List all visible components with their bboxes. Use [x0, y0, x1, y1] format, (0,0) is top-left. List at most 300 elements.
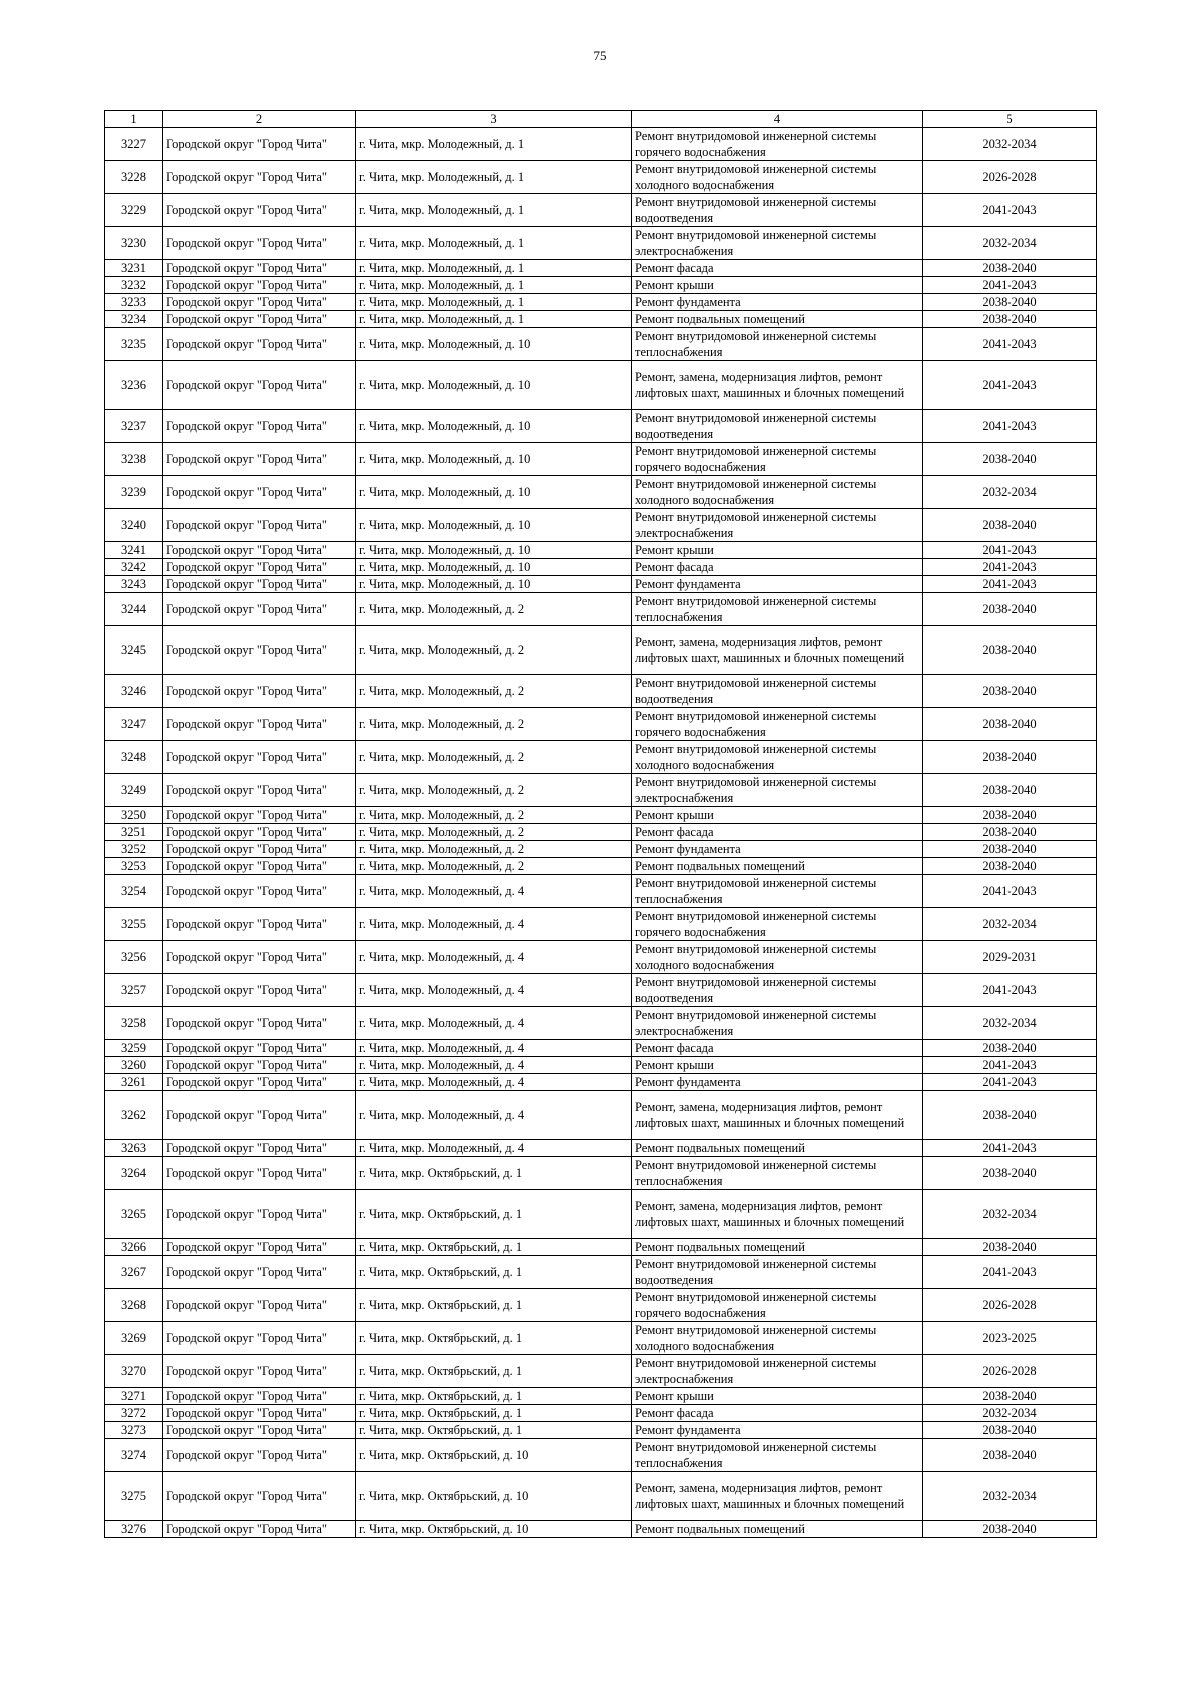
cell-period: 2038-2040 [923, 1239, 1097, 1256]
cell-row-number: 3228 [105, 161, 163, 194]
cell-address: г. Чита, мкр. Молодежный, д. 10 [356, 361, 632, 410]
cell-period: 2032-2034 [923, 908, 1097, 941]
cell-address: г. Чита, мкр. Молодежный, д. 10 [356, 410, 632, 443]
cell-work-type: Ремонт внутридомовой инженерной системы горячего водоснабжения [632, 1289, 923, 1322]
cell-address: г. Чита, мкр. Молодежный, д. 10 [356, 476, 632, 509]
cell-municipality: Городской округ "Город Чита" [163, 675, 356, 708]
cell-municipality: Городской округ "Город Чита" [163, 1040, 356, 1057]
cell-work-type: Ремонт подвальных помещений [632, 1239, 923, 1256]
cell-municipality: Городской округ "Город Чита" [163, 227, 356, 260]
cell-municipality: Городской округ "Город Чита" [163, 1190, 356, 1239]
cell-address: г. Чита, мкр. Молодежный, д. 2 [356, 741, 632, 774]
table-row [105, 576, 1097, 593]
table-row [105, 227, 1097, 260]
cell-row-number: 3274 [105, 1439, 163, 1472]
cell-work-type: Ремонт внутридомовой инженерной системы теплоснабжения [632, 1157, 923, 1190]
cell-period: 2038-2040 [923, 593, 1097, 626]
cell-municipality: Городской округ "Город Чита" [163, 974, 356, 1007]
cell-municipality: Городской округ "Город Чита" [163, 1439, 356, 1472]
cell-period: 2038-2040 [923, 311, 1097, 328]
table-row [105, 1472, 1097, 1521]
table-row [105, 774, 1097, 807]
cell-row-number: 3236 [105, 361, 163, 410]
cell-period: 2038-2040 [923, 1040, 1097, 1057]
table-row [105, 443, 1097, 476]
cell-work-type: Ремонт внутридомовой инженерной системы теплоснабжения [632, 1439, 923, 1472]
cell-address: г. Чита, мкр. Молодежный, д. 10 [356, 328, 632, 361]
cell-address: г. Чита, мкр. Молодежный, д. 1 [356, 161, 632, 194]
cell-address: г. Чита, мкр. Октябрьский, д. 1 [356, 1322, 632, 1355]
cell-row-number: 3251 [105, 824, 163, 841]
cell-address: г. Чита, мкр. Молодежный, д. 2 [356, 824, 632, 841]
cell-row-number: 3256 [105, 941, 163, 974]
cell-municipality: Городской округ "Город Чита" [163, 1472, 356, 1521]
cell-municipality: Городской округ "Город Чита" [163, 277, 356, 294]
table-body [105, 128, 1097, 1538]
cell-row-number: 3245 [105, 626, 163, 675]
cell-work-type: Ремонт фасада [632, 1405, 923, 1422]
cell-address: г. Чита, мкр. Молодежный, д. 4 [356, 1091, 632, 1140]
cell-period: 2038-2040 [923, 807, 1097, 824]
cell-work-type: Ремонт внутридомовой инженерной системы электроснабжения [632, 227, 923, 260]
column-header-1: 1 [105, 111, 163, 128]
cell-period: 2041-2043 [923, 194, 1097, 227]
cell-row-number: 3262 [105, 1091, 163, 1140]
cell-address: г. Чита, мкр. Октябрьский, д. 10 [356, 1439, 632, 1472]
cell-row-number: 3233 [105, 294, 163, 311]
repair-schedule-table [104, 110, 1097, 1538]
cell-work-type: Ремонт внутридомовой инженерной системы водоотведения [632, 675, 923, 708]
cell-period: 2041-2043 [923, 361, 1097, 410]
cell-work-type: Ремонт фундамента [632, 1422, 923, 1439]
cell-municipality: Городской округ "Город Чита" [163, 1289, 356, 1322]
cell-period: 2038-2040 [923, 858, 1097, 875]
cell-work-type: Ремонт, замена, модернизация лифтов, ремонт лифтовых шахт, машинных и блочных помещений [632, 1190, 923, 1239]
cell-address: г. Чита, мкр. Молодежный, д. 4 [356, 974, 632, 1007]
cell-work-type: Ремонт внутридомовой инженерной системы горячего водоснабжения [632, 708, 923, 741]
cell-address: г. Чита, мкр. Октябрьский, д. 1 [356, 1239, 632, 1256]
cell-work-type: Ремонт внутридомовой инженерной системы электроснабжения [632, 509, 923, 542]
cell-period: 2041-2043 [923, 974, 1097, 1007]
cell-work-type: Ремонт внутридомовой инженерной системы теплоснабжения [632, 593, 923, 626]
cell-period: 2032-2034 [923, 1405, 1097, 1422]
table-row [105, 1190, 1097, 1239]
cell-municipality: Городской округ "Город Чита" [163, 294, 356, 311]
cell-row-number: 3230 [105, 227, 163, 260]
cell-municipality: Городской округ "Город Чита" [163, 128, 356, 161]
cell-municipality: Городской округ "Город Чита" [163, 559, 356, 576]
cell-row-number: 3237 [105, 410, 163, 443]
cell-work-type: Ремонт фундамента [632, 576, 923, 593]
column-header-5: 5 [923, 111, 1097, 128]
cell-address: г. Чита, мкр. Молодежный, д. 4 [356, 1140, 632, 1157]
cell-municipality: Городской округ "Город Чита" [163, 1322, 356, 1355]
table-row [105, 1074, 1097, 1091]
cell-row-number: 3240 [105, 509, 163, 542]
cell-address: г. Чита, мкр. Молодежный, д. 1 [356, 260, 632, 277]
cell-row-number: 3242 [105, 559, 163, 576]
cell-period: 2032-2034 [923, 1007, 1097, 1040]
table-row [105, 128, 1097, 161]
cell-period: 2032-2034 [923, 227, 1097, 260]
table-row [105, 277, 1097, 294]
table-row [105, 1322, 1097, 1355]
cell-period: 2038-2040 [923, 443, 1097, 476]
table-row [105, 328, 1097, 361]
cell-row-number: 3255 [105, 908, 163, 941]
cell-municipality: Городской округ "Город Чита" [163, 328, 356, 361]
cell-address: г. Чита, мкр. Октябрьский, д. 1 [356, 1405, 632, 1422]
cell-row-number: 3267 [105, 1256, 163, 1289]
cell-row-number: 3263 [105, 1140, 163, 1157]
cell-address: г. Чита, мкр. Молодежный, д. 10 [356, 509, 632, 542]
table-header [105, 111, 1097, 128]
table-row [105, 509, 1097, 542]
cell-work-type: Ремонт, замена, модернизация лифтов, ремонт лифтовых шахт, машинных и блочных помещений [632, 626, 923, 675]
cell-municipality: Городской округ "Город Чита" [163, 908, 356, 941]
cell-work-type: Ремонт фундамента [632, 294, 923, 311]
cell-period: 2029-2031 [923, 941, 1097, 974]
cell-address: г. Чита, мкр. Молодежный, д. 2 [356, 807, 632, 824]
cell-row-number: 3235 [105, 328, 163, 361]
cell-period: 2038-2040 [923, 626, 1097, 675]
table-row [105, 260, 1097, 277]
table-row [105, 194, 1097, 227]
cell-period: 2041-2043 [923, 1057, 1097, 1074]
cell-municipality: Городской округ "Город Чита" [163, 161, 356, 194]
table-row [105, 1422, 1097, 1439]
cell-address: г. Чита, мкр. Молодежный, д. 1 [356, 311, 632, 328]
cell-work-type: Ремонт внутридомовой инженерной системы холодного водоснабжения [632, 941, 923, 974]
cell-row-number: 3231 [105, 260, 163, 277]
cell-work-type: Ремонт фасада [632, 824, 923, 841]
cell-period: 2038-2040 [923, 824, 1097, 841]
cell-municipality: Городской округ "Город Чита" [163, 1007, 356, 1040]
cell-row-number: 3275 [105, 1472, 163, 1521]
cell-municipality: Городской округ "Город Чита" [163, 1157, 356, 1190]
cell-period: 2041-2043 [923, 410, 1097, 443]
table-row [105, 476, 1097, 509]
cell-period: 2023-2025 [923, 1322, 1097, 1355]
table-row [105, 1521, 1097, 1538]
cell-row-number: 3254 [105, 875, 163, 908]
table-row [105, 1256, 1097, 1289]
cell-address: г. Чита, мкр. Молодежный, д. 4 [356, 875, 632, 908]
table-row [105, 1140, 1097, 1157]
cell-work-type: Ремонт крыши [632, 1057, 923, 1074]
cell-address: г. Чита, мкр. Молодежный, д. 2 [356, 675, 632, 708]
cell-work-type: Ремонт подвальных помещений [632, 1521, 923, 1538]
cell-row-number: 3239 [105, 476, 163, 509]
table-row [105, 708, 1097, 741]
cell-municipality: Городской округ "Город Чита" [163, 941, 356, 974]
cell-period: 2041-2043 [923, 1140, 1097, 1157]
table-row [105, 1157, 1097, 1190]
cell-row-number: 3272 [105, 1405, 163, 1422]
cell-period: 2041-2043 [923, 1074, 1097, 1091]
cell-row-number: 3249 [105, 774, 163, 807]
table-row [105, 941, 1097, 974]
cell-municipality: Городской округ "Город Чита" [163, 476, 356, 509]
cell-period: 2041-2043 [923, 559, 1097, 576]
cell-period: 2038-2040 [923, 841, 1097, 858]
cell-municipality: Городской округ "Город Чита" [163, 1256, 356, 1289]
cell-period: 2032-2034 [923, 128, 1097, 161]
cell-row-number: 3257 [105, 974, 163, 1007]
cell-address: г. Чита, мкр. Молодежный, д. 4 [356, 908, 632, 941]
table-row [105, 824, 1097, 841]
table-row [105, 741, 1097, 774]
cell-period: 2038-2040 [923, 675, 1097, 708]
table-row [105, 807, 1097, 824]
cell-work-type: Ремонт внутридомовой инженерной системы теплоснабжения [632, 875, 923, 908]
cell-row-number: 3252 [105, 841, 163, 858]
cell-address: г. Чита, мкр. Молодежный, д. 4 [356, 1007, 632, 1040]
cell-municipality: Городской округ "Город Чита" [163, 1521, 356, 1538]
cell-period: 2038-2040 [923, 1388, 1097, 1405]
cell-row-number: 3234 [105, 311, 163, 328]
cell-municipality: Городской округ "Город Чита" [163, 1355, 356, 1388]
cell-municipality: Городской округ "Город Чита" [163, 841, 356, 858]
cell-period: 2041-2043 [923, 542, 1097, 559]
column-header-2: 2 [163, 111, 356, 128]
cell-address: г. Чита, мкр. Октябрьский, д. 10 [356, 1472, 632, 1521]
cell-municipality: Городской округ "Город Чита" [163, 824, 356, 841]
table-row [105, 908, 1097, 941]
cell-work-type: Ремонт, замена, модернизация лифтов, ремонт лифтовых шахт, машинных и блочных помещений [632, 361, 923, 410]
table-row [105, 1355, 1097, 1388]
cell-address: г. Чита, мкр. Молодежный, д. 4 [356, 1040, 632, 1057]
cell-address: г. Чита, мкр. Молодежный, д. 4 [356, 941, 632, 974]
table-row [105, 1040, 1097, 1057]
table-row [105, 1091, 1097, 1140]
cell-address: г. Чита, мкр. Молодежный, д. 10 [356, 576, 632, 593]
cell-row-number: 3241 [105, 542, 163, 559]
cell-municipality: Городской округ "Город Чита" [163, 410, 356, 443]
cell-period: 2038-2040 [923, 260, 1097, 277]
cell-work-type: Ремонт подвальных помещений [632, 858, 923, 875]
table-row [105, 1439, 1097, 1472]
cell-row-number: 3271 [105, 1388, 163, 1405]
cell-work-type: Ремонт внутридомовой инженерной системы водоотведения [632, 1256, 923, 1289]
cell-row-number: 3246 [105, 675, 163, 708]
cell-period: 2038-2040 [923, 1091, 1097, 1140]
cell-row-number: 3238 [105, 443, 163, 476]
cell-address: г. Чита, мкр. Молодежный, д. 1 [356, 227, 632, 260]
cell-work-type: Ремонт внутридомовой инженерной системы горячего водоснабжения [632, 443, 923, 476]
cell-work-type: Ремонт внутридомовой инженерной системы холодного водоснабжения [632, 741, 923, 774]
table-row [105, 875, 1097, 908]
cell-address: г. Чита, мкр. Молодежный, д. 10 [356, 443, 632, 476]
cell-work-type: Ремонт внутридомовой инженерной системы электроснабжения [632, 1007, 923, 1040]
table-row [105, 559, 1097, 576]
cell-period: 2032-2034 [923, 476, 1097, 509]
table-row [105, 675, 1097, 708]
cell-period: 2038-2040 [923, 1439, 1097, 1472]
cell-address: г. Чита, мкр. Молодежный, д. 4 [356, 1074, 632, 1091]
cell-period: 2038-2040 [923, 774, 1097, 807]
cell-period: 2038-2040 [923, 1157, 1097, 1190]
cell-address: г. Чита, мкр. Октябрьский, д. 10 [356, 1521, 632, 1538]
cell-municipality: Городской округ "Город Чита" [163, 1140, 356, 1157]
cell-work-type: Ремонт фундамента [632, 841, 923, 858]
header-row [105, 111, 1097, 128]
cell-row-number: 3244 [105, 593, 163, 626]
cell-municipality: Городской округ "Город Чита" [163, 311, 356, 328]
cell-address: г. Чита, мкр. Молодежный, д. 1 [356, 194, 632, 227]
cell-municipality: Городской округ "Город Чита" [163, 741, 356, 774]
cell-address: г. Чита, мкр. Молодежный, д. 10 [356, 559, 632, 576]
cell-row-number: 3268 [105, 1289, 163, 1322]
cell-work-type: Ремонт внутридомовой инженерной системы электроснабжения [632, 1355, 923, 1388]
cell-address: г. Чита, мкр. Октябрьский, д. 1 [356, 1256, 632, 1289]
cell-work-type: Ремонт внутридомовой инженерной системы электроснабжения [632, 774, 923, 807]
table-row [105, 311, 1097, 328]
cell-work-type: Ремонт внутридомовой инженерной системы водоотведения [632, 194, 923, 227]
cell-row-number: 3227 [105, 128, 163, 161]
cell-period: 2026-2028 [923, 1289, 1097, 1322]
cell-row-number: 3259 [105, 1040, 163, 1057]
table-row [105, 593, 1097, 626]
cell-period: 2032-2034 [923, 1190, 1097, 1239]
cell-municipality: Городской округ "Город Чита" [163, 576, 356, 593]
cell-address: г. Чита, мкр. Молодежный, д. 10 [356, 542, 632, 559]
cell-period: 2038-2040 [923, 1521, 1097, 1538]
cell-period: 2041-2043 [923, 875, 1097, 908]
cell-row-number: 3232 [105, 277, 163, 294]
cell-work-type: Ремонт фасада [632, 559, 923, 576]
cell-row-number: 3253 [105, 858, 163, 875]
cell-work-type: Ремонт внутридомовой инженерной системы холодного водоснабжения [632, 161, 923, 194]
cell-address: г. Чита, мкр. Молодежный, д. 2 [356, 774, 632, 807]
cell-work-type: Ремонт крыши [632, 542, 923, 559]
cell-address: г. Чита, мкр. Молодежный, д. 2 [356, 841, 632, 858]
cell-row-number: 3250 [105, 807, 163, 824]
table-row [105, 858, 1097, 875]
cell-period: 2026-2028 [923, 161, 1097, 194]
cell-row-number: 3270 [105, 1355, 163, 1388]
cell-address: г. Чита, мкр. Молодежный, д. 4 [356, 1057, 632, 1074]
cell-row-number: 3260 [105, 1057, 163, 1074]
cell-address: г. Чита, мкр. Октябрьский, д. 1 [356, 1355, 632, 1388]
cell-municipality: Городской округ "Город Чита" [163, 1388, 356, 1405]
cell-address: г. Чита, мкр. Молодежный, д. 1 [356, 294, 632, 311]
cell-address: г. Чита, мкр. Октябрьский, д. 1 [356, 1157, 632, 1190]
cell-municipality: Городской округ "Город Чита" [163, 1239, 356, 1256]
cell-work-type: Ремонт внутридомовой инженерной системы холодного водоснабжения [632, 1322, 923, 1355]
cell-row-number: 3229 [105, 194, 163, 227]
cell-municipality: Городской округ "Город Чита" [163, 509, 356, 542]
cell-row-number: 3247 [105, 708, 163, 741]
cell-municipality: Городской округ "Город Чита" [163, 807, 356, 824]
table-row [105, 1007, 1097, 1040]
cell-row-number: 3248 [105, 741, 163, 774]
cell-work-type: Ремонт внутридомовой инженерной системы холодного водоснабжения [632, 476, 923, 509]
cell-municipality: Городской округ "Город Чита" [163, 1057, 356, 1074]
cell-address: г. Чита, мкр. Молодежный, д. 2 [356, 858, 632, 875]
cell-address: г. Чита, мкр. Октябрьский, д. 1 [356, 1422, 632, 1439]
cell-work-type: Ремонт фасада [632, 260, 923, 277]
cell-period: 2041-2043 [923, 1256, 1097, 1289]
cell-municipality: Городской округ "Город Чита" [163, 708, 356, 741]
table-row [105, 542, 1097, 559]
cell-period: 2032-2034 [923, 1472, 1097, 1521]
cell-row-number: 3265 [105, 1190, 163, 1239]
page-number: 75 [593, 48, 607, 63]
cell-work-type: Ремонт, замена, модернизация лифтов, ремонт лифтовых шахт, машинных и блочных помещений [632, 1472, 923, 1521]
table-row [105, 161, 1097, 194]
cell-work-type: Ремонт внутридомовой инженерной системы теплоснабжения [632, 328, 923, 361]
table-row [105, 361, 1097, 410]
cell-municipality: Городской округ "Город Чита" [163, 1091, 356, 1140]
cell-municipality: Городской округ "Город Чита" [163, 1422, 356, 1439]
table-row [105, 294, 1097, 311]
table-row [105, 841, 1097, 858]
cell-municipality: Городской округ "Город Чита" [163, 593, 356, 626]
column-header-3: 3 [356, 111, 632, 128]
cell-row-number: 3243 [105, 576, 163, 593]
cell-municipality: Городской округ "Город Чита" [163, 542, 356, 559]
cell-row-number: 3261 [105, 1074, 163, 1091]
cell-work-type: Ремонт крыши [632, 1388, 923, 1405]
table-row [105, 974, 1097, 1007]
cell-work-type: Ремонт, замена, модернизация лифтов, ремонт лифтовых шахт, машинных и блочных помещений [632, 1091, 923, 1140]
cell-work-type: Ремонт подвальных помещений [632, 311, 923, 328]
cell-address: г. Чита, мкр. Октябрьский, д. 1 [356, 1289, 632, 1322]
cell-period: 2041-2043 [923, 277, 1097, 294]
cell-municipality: Городской округ "Город Чита" [163, 1405, 356, 1422]
cell-period: 2038-2040 [923, 741, 1097, 774]
table-row [105, 1239, 1097, 1256]
cell-address: г. Чита, мкр. Молодежный, д. 1 [356, 128, 632, 161]
cell-municipality: Городской округ "Город Чита" [163, 858, 356, 875]
cell-period: 2038-2040 [923, 294, 1097, 311]
table-row [105, 1388, 1097, 1405]
cell-municipality: Городской округ "Город Чита" [163, 194, 356, 227]
cell-municipality: Городской округ "Город Чита" [163, 1074, 356, 1091]
cell-municipality: Городской округ "Город Чита" [163, 875, 356, 908]
table-row [105, 1405, 1097, 1422]
cell-row-number: 3269 [105, 1322, 163, 1355]
cell-work-type: Ремонт внутридомовой инженерной системы горячего водоснабжения [632, 908, 923, 941]
cell-address: г. Чита, мкр. Молодежный, д. 2 [356, 708, 632, 741]
cell-period: 2038-2040 [923, 509, 1097, 542]
table-row [105, 1289, 1097, 1322]
column-header-4: 4 [632, 111, 923, 128]
cell-row-number: 3266 [105, 1239, 163, 1256]
cell-municipality: Городской округ "Город Чита" [163, 260, 356, 277]
cell-period: 2038-2040 [923, 1422, 1097, 1439]
cell-work-type: Ремонт крыши [632, 277, 923, 294]
cell-work-type: Ремонт крыши [632, 807, 923, 824]
cell-period: 2038-2040 [923, 708, 1097, 741]
cell-work-type: Ремонт внутридомовой инженерной системы водоотведения [632, 974, 923, 1007]
cell-address: г. Чита, мкр. Молодежный, д. 2 [356, 593, 632, 626]
cell-municipality: Городской округ "Город Чита" [163, 443, 356, 476]
cell-row-number: 3258 [105, 1007, 163, 1040]
cell-work-type: Ремонт фасада [632, 1040, 923, 1057]
cell-municipality: Городской округ "Город Чита" [163, 626, 356, 675]
table-row [105, 410, 1097, 443]
table-row [105, 1057, 1097, 1074]
cell-period: 2026-2028 [923, 1355, 1097, 1388]
cell-work-type: Ремонт внутридомовой инженерной системы водоотведения [632, 410, 923, 443]
cell-period: 2041-2043 [923, 328, 1097, 361]
cell-row-number: 3264 [105, 1157, 163, 1190]
cell-address: г. Чита, мкр. Молодежный, д. 2 [356, 626, 632, 675]
cell-municipality: Городской округ "Город Чита" [163, 774, 356, 807]
cell-row-number: 3276 [105, 1521, 163, 1538]
